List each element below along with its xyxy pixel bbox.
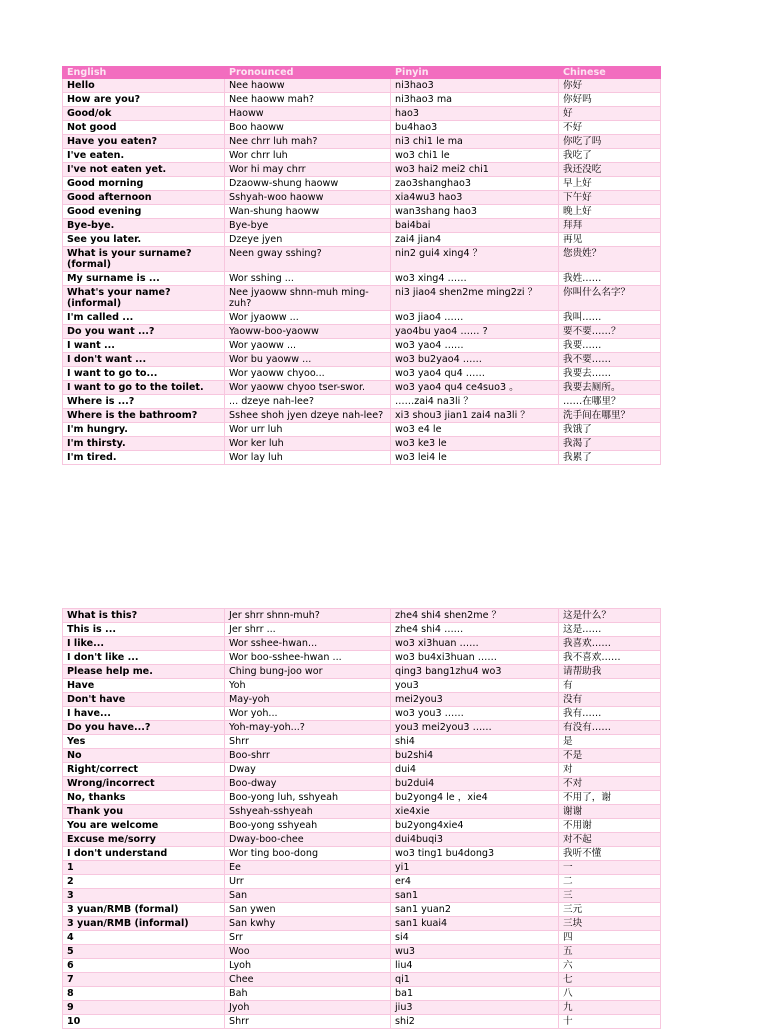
table-row	[63, 191, 661, 205]
table-row	[63, 749, 661, 763]
pronounced-cell: Wan-shung haoww	[225, 205, 391, 219]
chinese-cell: 不好	[559, 121, 661, 135]
table-row	[63, 945, 661, 959]
english-cell: I'm tired.	[63, 451, 225, 465]
pinyin-cell: shi2	[391, 1015, 559, 1029]
pinyin-cell: dui4	[391, 763, 559, 777]
english-cell: Have you eaten?	[63, 135, 225, 149]
chinese-cell: 三	[559, 889, 661, 903]
chinese-cell: 你叫什么名字？	[559, 286, 661, 311]
pinyin-cell: qi1	[391, 973, 559, 987]
chinese-cell: 好	[559, 107, 661, 121]
english-cell: 4	[63, 931, 225, 945]
pronounced-cell: Boo-dway	[225, 777, 391, 791]
chinese-cell: 早上好	[559, 177, 661, 191]
chinese-cell: 六	[559, 959, 661, 973]
pronounced-cell: Srr	[225, 931, 391, 945]
chinese-cell: 我要去……	[559, 367, 661, 381]
chinese-cell: 晚上好	[559, 205, 661, 219]
table-row	[63, 339, 661, 353]
english-cell: I want ...	[63, 339, 225, 353]
chinese-cell: 我要去厕所。	[559, 381, 661, 395]
table-row	[63, 735, 661, 749]
table-row	[63, 149, 661, 163]
english-cell: 8	[63, 987, 225, 1001]
english-cell: Thank you	[63, 805, 225, 819]
chinese-cell: 不用了，谢	[559, 791, 661, 805]
pronounced-cell: Wor chrr luh	[225, 149, 391, 163]
pinyin-cell: wo3 xi3huan ……	[391, 637, 559, 651]
chinese-cell: 对不起	[559, 833, 661, 847]
pinyin-cell: wo3 chi1 le	[391, 149, 559, 163]
table-row	[63, 325, 661, 339]
header-english: English	[63, 67, 225, 79]
table-row	[63, 247, 661, 272]
pinyin-cell: wo3 jiao4 ……	[391, 311, 559, 325]
table-row	[63, 163, 661, 177]
pinyin-cell: wo3 yao4 qu4 ce4suo3 。	[391, 381, 559, 395]
pronounced-cell: San ywen	[225, 903, 391, 917]
table-row	[63, 423, 661, 437]
table-row	[63, 286, 661, 311]
pinyin-cell: nin2 gui4 xing4 ？	[391, 247, 559, 272]
pronounced-cell: Wor urr luh	[225, 423, 391, 437]
table-row	[63, 437, 661, 451]
chinese-cell: 三块	[559, 917, 661, 931]
pronounced-cell: Woo	[225, 945, 391, 959]
table-row	[63, 847, 661, 861]
pinyin-cell: ni3 chi1 le ma	[391, 135, 559, 149]
pronounced-cell: Wor lay luh	[225, 451, 391, 465]
chinese-cell: 我饿了	[559, 423, 661, 437]
chinese-cell: 九	[559, 1001, 661, 1015]
pronounced-cell: Wor yaoww chyoo tser-swor.	[225, 381, 391, 395]
table-row	[63, 987, 661, 1001]
pinyin-cell: bu4hao3	[391, 121, 559, 135]
chinese-cell: 有没有……	[559, 721, 661, 735]
table-row	[63, 353, 661, 367]
table-row	[63, 889, 661, 903]
english-cell: Right/correct	[63, 763, 225, 777]
table-row	[63, 79, 661, 93]
english-cell: Not good	[63, 121, 225, 135]
chinese-cell: 我叫……	[559, 311, 661, 325]
pinyin-cell: si4	[391, 931, 559, 945]
table-row	[63, 395, 661, 409]
pinyin-cell: mei2you3	[391, 693, 559, 707]
table-row	[63, 135, 661, 149]
pinyin-cell: bu2yong4 le ，xie4	[391, 791, 559, 805]
chinese-cell: 洗手间在哪里？	[559, 409, 661, 423]
chinese-cell: 我要……	[559, 339, 661, 353]
table-row	[63, 903, 661, 917]
pinyin-cell: bu2dui4	[391, 777, 559, 791]
pinyin-cell: wu3	[391, 945, 559, 959]
pinyin-cell: wo3 bu4xi3huan ……	[391, 651, 559, 665]
english-cell: I have...	[63, 707, 225, 721]
pinyin-cell: wo3 bu2yao4 ……	[391, 353, 559, 367]
chinese-cell: 你吃了吗	[559, 135, 661, 149]
table-row	[63, 665, 661, 679]
chinese-cell: 我喜欢……	[559, 637, 661, 651]
pinyin-cell: yao4bu yao4 …… ?	[391, 325, 559, 339]
pinyin-cell: wo3 hai2 mei2 chi1	[391, 163, 559, 177]
pinyin-cell: bu2shi4	[391, 749, 559, 763]
table-row	[63, 205, 661, 219]
chinese-cell: 对	[559, 763, 661, 777]
english-cell: 3	[63, 889, 225, 903]
pinyin-cell: xie4xie	[391, 805, 559, 819]
chinese-cell: 拜拜	[559, 219, 661, 233]
table-2-body	[63, 609, 661, 1029]
chinese-cell: 我吃了	[559, 149, 661, 163]
table-row	[63, 791, 661, 805]
pinyin-cell: wo3 e4 le	[391, 423, 559, 437]
english-cell: No	[63, 749, 225, 763]
chinese-cell: 二	[559, 875, 661, 889]
pronounced-cell: Bah	[225, 987, 391, 1001]
table-row	[63, 311, 661, 325]
english-cell: I've not eaten yet.	[63, 163, 225, 177]
english-cell: This is ...	[63, 623, 225, 637]
pronounced-cell: Dzaoww-shung haoww	[225, 177, 391, 191]
pronounced-cell: Boo-shrr	[225, 749, 391, 763]
chinese-cell: 我渴了	[559, 437, 661, 451]
table-row	[63, 777, 661, 791]
pronounced-cell: Chee	[225, 973, 391, 987]
chinese-cell: 没有	[559, 693, 661, 707]
english-cell: Where is ...?	[63, 395, 225, 409]
table-row	[63, 272, 661, 286]
pronounced-cell: Wor yaoww ...	[225, 339, 391, 353]
pinyin-cell: wan3shang hao3	[391, 205, 559, 219]
pinyin-cell: zao3shanghao3	[391, 177, 559, 191]
english-cell: Good evening	[63, 205, 225, 219]
pronounced-cell: Neen gway sshing?	[225, 247, 391, 272]
english-cell: Bye-bye.	[63, 219, 225, 233]
chinese-cell: 我不喜欢……	[559, 651, 661, 665]
english-cell: I'm called ...	[63, 311, 225, 325]
pinyin-cell: san1 kuai4	[391, 917, 559, 931]
english-cell: Do you want ...?	[63, 325, 225, 339]
pinyin-cell: wo3 ting1 bu4dong3	[391, 847, 559, 861]
chinese-cell: 四	[559, 931, 661, 945]
chinese-cell: 这是什么？	[559, 609, 661, 623]
chinese-cell: 这是……	[559, 623, 661, 637]
pronounced-cell: Wor sshee-hwan...	[225, 637, 391, 651]
english-cell: Hello	[63, 79, 225, 93]
pinyin-cell: ni3hao3	[391, 79, 559, 93]
chinese-cell: 我姓……	[559, 272, 661, 286]
header-row	[63, 67, 661, 79]
english-cell: I'm thirsty.	[63, 437, 225, 451]
pronounced-cell: Wor yaoww chyoo...	[225, 367, 391, 381]
pronounced-cell: Jer shrr shnn-muh?	[225, 609, 391, 623]
pinyin-cell: zhe4 shi4 shen2me ？	[391, 609, 559, 623]
pinyin-cell: you3 mei2you3 ……	[391, 721, 559, 735]
pinyin-cell: wo3 xing4 ……	[391, 272, 559, 286]
pronounced-cell: Boo-yong luh, sshyeah	[225, 791, 391, 805]
pronounced-cell: Yoh	[225, 679, 391, 693]
header-pinyin: Pinyin	[391, 67, 559, 79]
pronounced-cell: Yaoww-boo-yaoww	[225, 325, 391, 339]
pronounced-cell: Ee	[225, 861, 391, 875]
phrase-table-2	[62, 608, 661, 1029]
english-cell: You are welcome	[63, 819, 225, 833]
table-row	[63, 623, 661, 637]
table-row	[63, 219, 661, 233]
pinyin-cell: san1 yuan2	[391, 903, 559, 917]
english-cell: Good afternoon	[63, 191, 225, 205]
table-row	[63, 819, 661, 833]
pronounced-cell: Wor bu yaoww ...	[225, 353, 391, 367]
pronounced-cell: Shrr	[225, 1015, 391, 1029]
chinese-cell: 再见	[559, 233, 661, 247]
pronounced-cell: Nee jyaoww shnn-muh ming-zuh?	[225, 286, 391, 311]
chinese-cell: 有	[559, 679, 661, 693]
pronounced-cell: San	[225, 889, 391, 903]
pinyin-cell: shi4	[391, 735, 559, 749]
english-cell: Good morning	[63, 177, 225, 191]
table-row	[63, 107, 661, 121]
english-cell: I want to go to the toilet.	[63, 381, 225, 395]
pinyin-cell: xia4wu3 hao3	[391, 191, 559, 205]
pronounced-cell: Dway-boo-chee	[225, 833, 391, 847]
english-cell: What's your name? (informal)	[63, 286, 225, 311]
pronounced-cell: Shrr	[225, 735, 391, 749]
pronounced-cell: Nee chrr luh mah?	[225, 135, 391, 149]
table-row	[63, 93, 661, 107]
english-cell: I don't understand	[63, 847, 225, 861]
english-cell: Have	[63, 679, 225, 693]
pinyin-cell: liu4	[391, 959, 559, 973]
table-row	[63, 177, 661, 191]
table-row	[63, 959, 661, 973]
english-cell: 2	[63, 875, 225, 889]
table-row	[63, 651, 661, 665]
header-chinese: Chinese	[559, 67, 661, 79]
chinese-cell: 十	[559, 1015, 661, 1029]
pinyin-cell: er4	[391, 875, 559, 889]
pronounced-cell: May-yoh	[225, 693, 391, 707]
pinyin-cell: dui4buqi3	[391, 833, 559, 847]
pronounced-cell: Wor jyaoww ...	[225, 311, 391, 325]
pinyin-cell: qing3 bang1zhu4 wo3	[391, 665, 559, 679]
chinese-cell: 七	[559, 973, 661, 987]
pinyin-cell: yi1	[391, 861, 559, 875]
english-cell: I don't want ...	[63, 353, 225, 367]
pronounced-cell: Boo-yong sshyeah	[225, 819, 391, 833]
english-cell: See you later.	[63, 233, 225, 247]
english-cell: Excuse me/sorry	[63, 833, 225, 847]
pronounced-cell: Urr	[225, 875, 391, 889]
pinyin-cell: hao3	[391, 107, 559, 121]
english-cell: I don't like ...	[63, 651, 225, 665]
header-pronounced: Pronounced	[225, 67, 391, 79]
pinyin-cell: bu2yong4xie4	[391, 819, 559, 833]
pinyin-cell: zai4 jian4	[391, 233, 559, 247]
pronounced-cell: Boo haoww	[225, 121, 391, 135]
table-row	[63, 693, 661, 707]
english-cell: 7	[63, 973, 225, 987]
english-cell: Do you have...?	[63, 721, 225, 735]
chinese-cell: 不是	[559, 749, 661, 763]
phrase-table-1	[62, 66, 661, 465]
chinese-cell: 你好吗	[559, 93, 661, 107]
pinyin-cell: zhe4 shi4 ……	[391, 623, 559, 637]
english-cell: Where is the bathroom?	[63, 409, 225, 423]
pronounced-cell: Dway	[225, 763, 391, 777]
table-row	[63, 917, 661, 931]
table-row	[63, 637, 661, 651]
chinese-cell: 您贵姓？	[559, 247, 661, 272]
table-row	[63, 931, 661, 945]
chinese-cell: 我有……	[559, 707, 661, 721]
english-cell: 3 yuan/RMB (informal)	[63, 917, 225, 931]
chinese-cell: 不对	[559, 777, 661, 791]
pronounced-cell: Lyoh	[225, 959, 391, 973]
pronounced-cell: Wor hi may chrr	[225, 163, 391, 177]
chinese-cell: 三元	[559, 903, 661, 917]
table-row	[63, 121, 661, 135]
pronounced-cell: Ching bung-joo wor	[225, 665, 391, 679]
pronounced-cell: Dzeye jyen	[225, 233, 391, 247]
chinese-cell: 你好	[559, 79, 661, 93]
table-1-body	[63, 79, 661, 465]
chinese-cell: 我不要……	[559, 353, 661, 367]
table-row	[63, 805, 661, 819]
table-row	[63, 409, 661, 423]
chinese-cell: 谢谢	[559, 805, 661, 819]
pronounced-cell: Sshee shoh jyen dzeye nah-lee?	[225, 409, 391, 423]
english-cell: Wrong/incorrect	[63, 777, 225, 791]
pronounced-cell: Jer shrr ...	[225, 623, 391, 637]
table-row	[63, 763, 661, 777]
pronounced-cell: Wor sshing ...	[225, 272, 391, 286]
pronounced-cell: Haoww	[225, 107, 391, 121]
pinyin-cell: ni3hao3 ma	[391, 93, 559, 107]
table-row	[63, 609, 661, 623]
english-cell: 1	[63, 861, 225, 875]
table-row	[63, 707, 661, 721]
english-cell: Please help me.	[63, 665, 225, 679]
pinyin-cell: ba1	[391, 987, 559, 1001]
english-cell: I've eaten.	[63, 149, 225, 163]
pronounced-cell: Wor ting boo-dong	[225, 847, 391, 861]
english-cell: 9	[63, 1001, 225, 1015]
table-row	[63, 1001, 661, 1015]
english-cell: 5	[63, 945, 225, 959]
pronounced-cell: Sshyeah-sshyeah	[225, 805, 391, 819]
pronounced-cell: Nee haoww mah?	[225, 93, 391, 107]
table-row	[63, 233, 661, 247]
pinyin-cell: ……zai4 na3li ？	[391, 395, 559, 409]
english-cell: I want to go to...	[63, 367, 225, 381]
pinyin-cell: ni3 jiao4 shen2me ming2zi ？	[391, 286, 559, 311]
table-row	[63, 833, 661, 847]
table-row	[63, 973, 661, 987]
english-cell: My surname is ...	[63, 272, 225, 286]
pronounced-cell: Yoh-may-yoh...?	[225, 721, 391, 735]
pinyin-cell: wo3 yao4 ……	[391, 339, 559, 353]
chinese-cell: 一	[559, 861, 661, 875]
english-cell: I like...	[63, 637, 225, 651]
english-cell: 3 yuan/RMB (formal)	[63, 903, 225, 917]
pinyin-cell: jiu3	[391, 1001, 559, 1015]
english-cell: What is your surname? (formal)	[63, 247, 225, 272]
chinese-cell: 我听不懂	[559, 847, 661, 861]
english-cell: How are you?	[63, 93, 225, 107]
english-cell: 10	[63, 1015, 225, 1029]
table-row	[63, 861, 661, 875]
table-row	[63, 367, 661, 381]
pinyin-cell: san1	[391, 889, 559, 903]
table-row	[63, 721, 661, 735]
pronounced-cell: Sshyah-woo haoww	[225, 191, 391, 205]
chinese-cell: 下午好	[559, 191, 661, 205]
table-row	[63, 451, 661, 465]
chinese-cell: 是	[559, 735, 661, 749]
chinese-cell: ……在哪里？	[559, 395, 661, 409]
pronounced-cell: Wor ker luh	[225, 437, 391, 451]
chinese-cell: 我累了	[559, 451, 661, 465]
pinyin-cell: you3	[391, 679, 559, 693]
pinyin-cell: wo3 yao4 qu4 ……	[391, 367, 559, 381]
chinese-cell: 我还没吃	[559, 163, 661, 177]
table-row	[63, 381, 661, 395]
pinyin-cell: bai4bai	[391, 219, 559, 233]
table-row	[63, 875, 661, 889]
english-cell: Don't have	[63, 693, 225, 707]
pronounced-cell: Nee haoww	[225, 79, 391, 93]
pronounced-cell: Jyoh	[225, 1001, 391, 1015]
chinese-cell: 要不要……？	[559, 325, 661, 339]
pronounced-cell: Bye-bye	[225, 219, 391, 233]
pinyin-cell: wo3 you3 ……	[391, 707, 559, 721]
pinyin-cell: wo3 lei4 le	[391, 451, 559, 465]
pronounced-cell: Wor yoh...	[225, 707, 391, 721]
english-cell: Good/ok	[63, 107, 225, 121]
pinyin-cell: xi3 shou3 jian1 zai4 na3li ？	[391, 409, 559, 423]
english-cell: 6	[63, 959, 225, 973]
chinese-cell: 不用谢	[559, 819, 661, 833]
english-cell: I'm hungry.	[63, 423, 225, 437]
pronounced-cell: Wor boo-sshee-hwan ...	[225, 651, 391, 665]
table-row	[63, 1015, 661, 1029]
pinyin-cell: wo3 ke3 le	[391, 437, 559, 451]
english-cell: Yes	[63, 735, 225, 749]
english-cell: No, thanks	[63, 791, 225, 805]
pronounced-cell: San kwhy	[225, 917, 391, 931]
table-row	[63, 679, 661, 693]
pronounced-cell: ... dzeye nah-lee?	[225, 395, 391, 409]
chinese-cell: 八	[559, 987, 661, 1001]
chinese-cell: 五	[559, 945, 661, 959]
english-cell: What is this?	[63, 609, 225, 623]
chinese-cell: 请帮助我	[559, 665, 661, 679]
